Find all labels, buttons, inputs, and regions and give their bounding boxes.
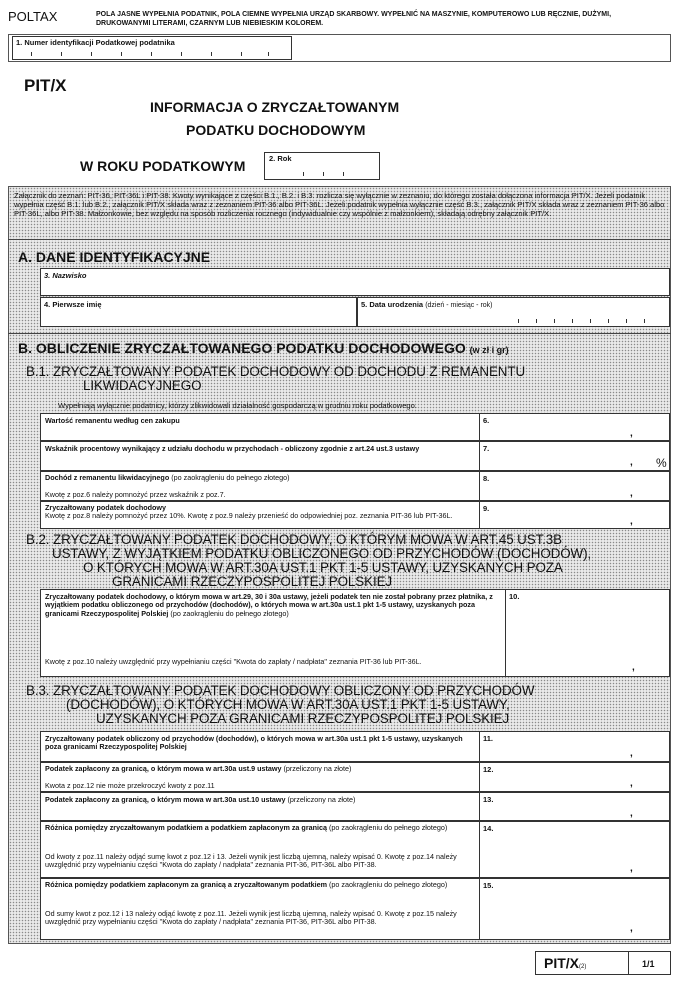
field-8[interactable]: 8. , <box>479 471 670 501</box>
page-number: 1/1 <box>642 959 655 969</box>
first-name-label: 4. Pierwsze imię <box>44 300 102 309</box>
nip-field[interactable] <box>12 36 292 60</box>
form-code: PIT/X <box>24 76 67 95</box>
b1-title-line1: B.1. ZRYCZAŁTOWANY PODATEK DOCHODOWY OD DOCHODU Z REMANENTU <box>26 364 526 379</box>
footer-form-code: PIT/X(2) 1/1 <box>535 951 671 975</box>
section-a-title: A. DANE IDENTYFIKACYJNE <box>18 249 211 265</box>
b2-title-line2: USTAWY, Z WYJĄTKIEM PODATKU OBLICZONEGO OD PRZYCHODÓW (DOCHODÓW), <box>52 546 592 561</box>
year-label: 2. Rok <box>269 154 292 163</box>
b3-title-line3: UZYSKANYCH POZA GRANICAMI RZECZYPOSPOLITEJ POLSKIEJ <box>96 711 510 726</box>
field-6[interactable]: 6. , <box>479 413 670 441</box>
percent-sign: % <box>656 456 667 470</box>
b1-row-7: Wskaźnik procentowy wynikający z udziału dochodu w przychodach - obliczony zgodnie z art.24 ust.3 ustawy <box>40 441 670 471</box>
field-9[interactable]: 9. , <box>479 501 670 529</box>
year-prefix: W ROKU PODATKOWYM <box>80 158 246 174</box>
b1-row-6: Wartość remanentu według cen zakupu <box>40 413 670 441</box>
b1-row-9: Zryczałtowany podatek dochodowy Kwotę z poz.8 należy pomnożyć przez 10%. Kwotę z poz.9 należy przenieść do odpowiedniej poz. zeznania PIT-36 lub PIT-36L. <box>40 501 670 529</box>
b3-title-line1: B.3. ZRYCZAŁTOWANY PODATEK DOCHODOWY OBLICZONY OD PRZYCHODÓW <box>26 683 535 698</box>
field-10[interactable]: 10. , <box>505 589 670 677</box>
b3-row-15: Różnica pomiędzy podatkiem zapłaconym za granicą a zryczałtowanym podatkiem (po zaokrągleniu do pełnego złotego) Od sumy kwot z poz.12 i 13 należy odjąć kwotę z poz.11. Jeżeli wynik jest liczbą ujemną, należy wpisać 0. Kwotę z poz.15 należy uwzględnić przy wypełnianiu części "Kwota do zapłaty / nadpłata" zeznania PIT-36, PIT-36L albo PIT-38. <box>40 878 670 940</box>
field-13[interactable]: 13. , <box>479 792 670 821</box>
field-15[interactable]: 15. , <box>479 878 670 940</box>
b2-title-line1: B.2. ZRYCZAŁTOWANY PODATEK DOCHODOWY, O KTÓRYM MOWA W ART.45 UST.3B <box>26 532 562 547</box>
b1-row-8: Dochód z remanentu likwidacyjnego (po zaokrągleniu do pełnego złotego) Kwotę z poz.6 należy pomnożyć przez wskaźnik z poz.7. <box>40 471 670 501</box>
surname-field[interactable] <box>40 268 670 296</box>
field-11[interactable]: 11. , <box>479 731 670 762</box>
nip-label: 1. Numer identyfikacji Podatkowej podatnika <box>16 38 175 47</box>
birth-date-label: 5. Data urodzenia (dzień - miesiąc - rok) <box>361 300 493 309</box>
b2-title-line4: GRANICAMI RZECZYPOSPOLITEJ POLSKIEJ <box>112 574 392 589</box>
section-b-title: B. OBLICZENIE ZRYCZAŁTOWANEGO PODATKU DOCHODOWEGO (w zł i gr) <box>18 340 509 356</box>
field-14[interactable]: 14. , <box>479 821 670 878</box>
b3-row-12: Podatek zapłacony za granicą, o którym mowa w art.30a ust.9 ustawy (przeliczony na złote) Kwota z poz.12 nie może przekroczyć kwoty z poz.11 <box>40 762 670 792</box>
field-12[interactable]: 12. , <box>479 762 670 792</box>
year-field[interactable] <box>264 152 380 180</box>
b3-row-14: Różnica pomiędzy zryczałtowanym podatkiem a podatkiem zapłaconym za granicą (po zaokrągleniu do pełnego złotego) Od kwoty z poz.11 należy odjąć sumę kwot z poz.12 i 13. Jeżeli wynik jest liczbą ujemną, należy wpisać 0. Kwotę z poz.14 należy uwzględnić przy wypełnianiu części "Kwota do zapłaty / nadpłata" zeznania PIT-36, PIT-36L albo PIT-38. <box>40 821 670 878</box>
b2-row-10: Zryczałtowany podatek dochodowy, o którym mowa w art.29, 30 i 30a ustawy, jeżeli podatek ten nie został pobrany przez płatnika, z wyjątkiem podatku obliczonego od przychodów (dochodów), o których mowa w art.30a ust.1 pkt 1-5 ustawy, uzyskanych poza granicami Rzeczypospolitej Polskiej (po zaokrągleniu do pełnego złotego) Kwotę z poz.10 należy uwzględnić przy wypełnianiu części "Kwota do zapłaty / nadpłata" zeznania PIT-36 lub PIT-36L. <box>40 589 670 677</box>
fill-instructions: POLA JASNE WYPEŁNIA PODATNIK, POLA CIEMNE WYPEŁNIA URZĄD SKARBOWY. WYPEŁNIĆ NA MASZYNIE, KOMPUTEROWO LUB RĘCZNIE, DUŻYMI, DRUKOWANYMI LITERAMI, CZARNYM LUB NIEBIESKIM KOLOREM. <box>96 11 612 27</box>
form-title-line2: PODATKU DOCHODOWYM <box>186 122 366 138</box>
b1-title-line2: LIKWIDACYJNEGO <box>83 378 202 393</box>
b2-title-line3: O KTÓRYCH MOWA W ART.30A UST.1 PKT 1-5 USTAWY, UZYSKANYCH POZA <box>83 560 563 575</box>
intro-text: Załącznik do zeznań: PIT-36, PIT-36L i PIT-38. Kwoty wynikające z części B.1., B.2. i B.3. rozlicza się wyłącznie w zeznaniu, do którego została dołączona informacja PIT/X. Jeżeli podatnik wypełnia część B.1. lub B.2., załącznik PIT/X składa wraz z zeznaniem PIT-36 albo PIT-36L. Jeżeli podatnik wypełnia wyłącznie część B.3., załącznik PIT/X składa wraz z zeznaniem PIT-36 albo PIT-36L, albo PIT-38. Małżonkowie, bez względu na sposób rozliczenia rocznego (indywidualnie czy wspólnie z małżonkiem), składają odrębny załącznik PIT/X. <box>14 191 665 219</box>
b3-row-11: Zryczałtowany podatek obliczony od przychodów (dochodów), o których mowa w art.30a ust.1 pkt 1-5 ustawy, uzyskanych poza granicami Rzeczypospolitej Polskiej <box>40 731 670 762</box>
field-7[interactable]: 7. , % <box>479 441 670 471</box>
poltax-label: POLTAX <box>8 9 58 24</box>
first-name-field[interactable] <box>40 297 357 327</box>
b3-row-13: Podatek zapłacony za granicą, o którym mowa w art.30a ust.10 ustawy (przeliczony na złote) <box>40 792 670 821</box>
birth-date-field[interactable] <box>357 297 670 327</box>
surname-label: 3. Nazwisko <box>44 271 87 280</box>
b1-note: Wypełniają wyłącznie podatnicy, którzy zlikwidowali działalność gospodarczą w grudniu roku podatkowego. <box>58 401 417 410</box>
form-title-line1: INFORMACJA O ZRYCZAŁTOWANYM <box>150 99 400 115</box>
b3-title-line2: (DOCHODÓW), O KTÓRYCH MOWA W ART.30A UST.1 PKT 1-5 USTAWY, <box>66 697 510 712</box>
